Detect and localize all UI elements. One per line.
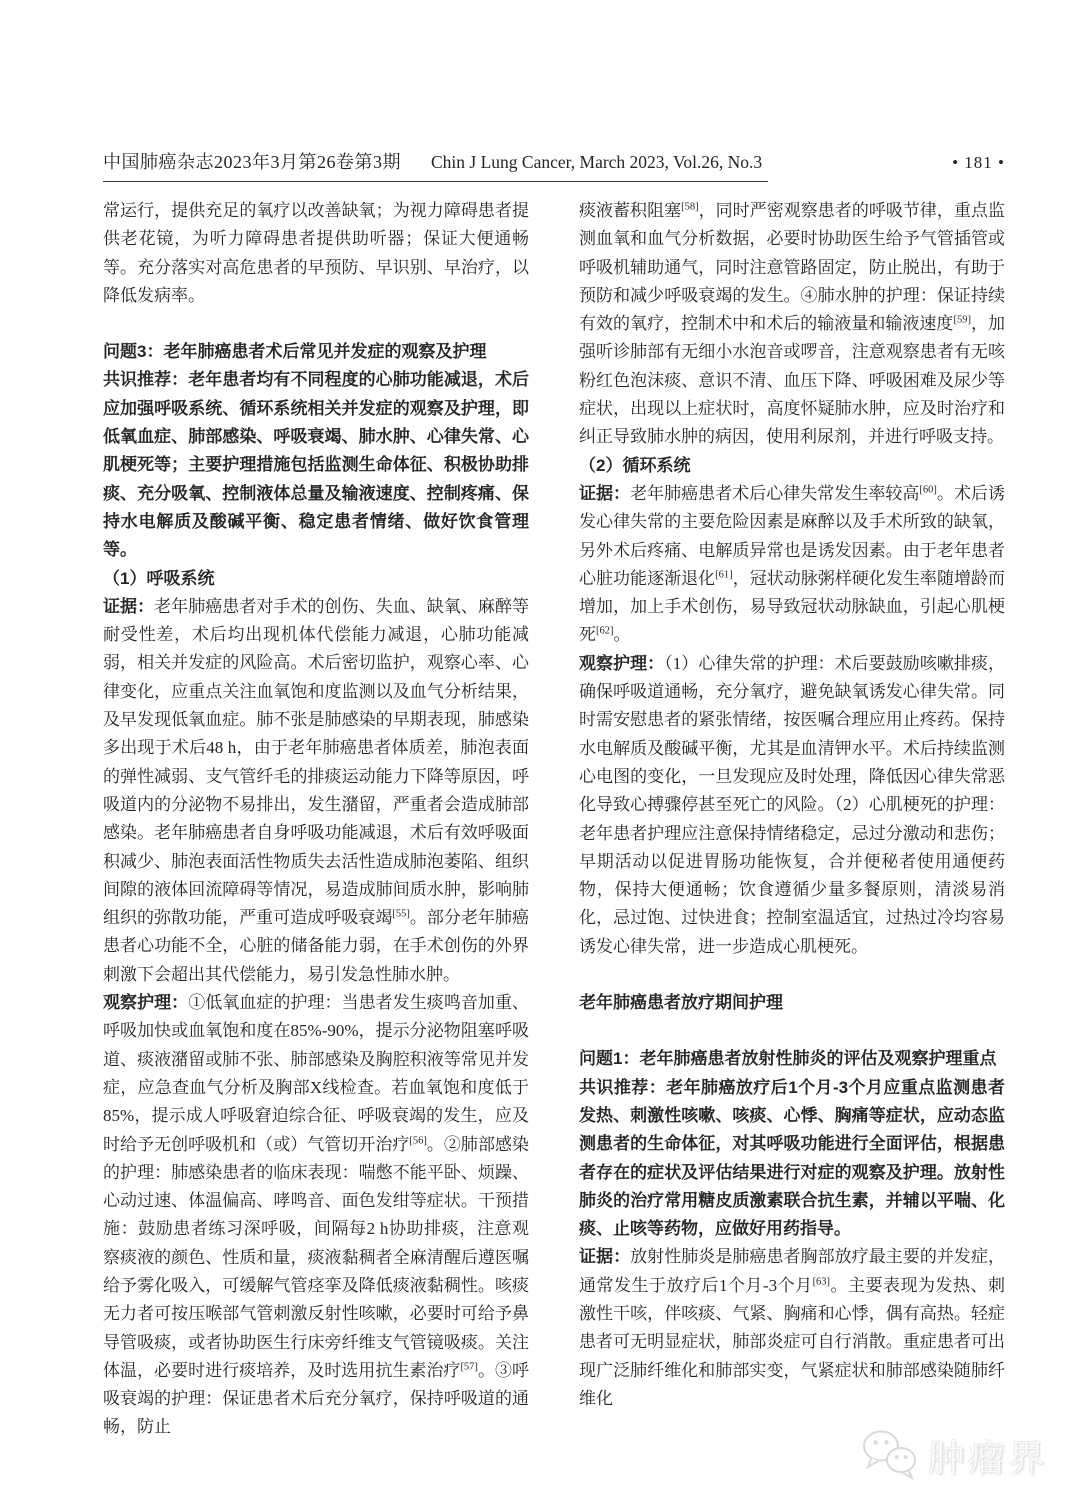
- page-number: • 181 •: [952, 153, 1005, 172]
- paragraph-text: ，冠状动脉粥样硬化发生率随增龄而增加，加上手术创伤，易导致冠状动脉缺血，引起心肌梗死: [579, 568, 1006, 645]
- consensus-recommendation: [103, 366, 529, 564]
- paragraph-text: 。③呼吸衰竭的护理：保证患者术后充分氧疗，保持呼吸道的通畅，防止: [103, 1360, 529, 1437]
- paragraph-label: 证据：: [579, 1247, 631, 1267]
- paragraph-text: 。主要表现为发热、刺激性干咳，伴咳痰、气紧、胸痛和心悸，偶有高热。轻症患者可无明显症状，肺部炎症可自行消散。重症患者可出现广泛肺纤维化和肺部实变，气紧症状和肺部感染随肺纤维化: [579, 1275, 1005, 1408]
- paragraph-label: （2）循环系统: [579, 455, 691, 475]
- observation-nursing-paragraph: [579, 650, 1005, 961]
- paragraph-text: ①低氧血症的护理：当患者发生痰鸣音加重、呼吸加快或血氧饱和度在85%-90%，提示分泌物阻塞呼吸道、痰液潴留或肺不张、肺部感染及胸腔积液等常见并发症，应急查血气分析及胸部X线检查。若血氧饱和度低于85%，提示成人呼吸窘迫综合征、呼吸衰竭的发生，应及时给予无创呼吸机和（或）气管切开治疗: [103, 993, 530, 1154]
- evidence-paragraph: [103, 593, 529, 989]
- paragraph-label: 证据：: [579, 483, 631, 503]
- two-column-body: [103, 197, 1005, 1442]
- paragraph-label: 观察护理：: [103, 993, 189, 1013]
- section-radiotherapy-nursing: [579, 989, 1005, 1017]
- paragraph-label: 共识推荐：老年肺癌放疗后1个月-3个月应重点监测患者发热、刺激性咳嗽、咳痰、心悸、胸痛等症状，应动态监测患者的生命体征，对其呼吸功能进行全面评估，根据患者存在的症状及评估结果进行对症的观察及护理。放射性肺炎的治疗常用糖皮质激素联合抗生素，并辅以平喘、化痰、止咳等药物，应做好用药指导。: [579, 1077, 1005, 1239]
- reference-superscript: [59]: [953, 314, 971, 326]
- paragraph-continuation: [103, 197, 529, 310]
- paragraph-text: 。②肺部感染的护理：肺感染患者的临床表现：喘憋不能平卧、烦躁、心动过速、体温偏高、哮鸣音、面色发绀等症状。干预措施：鼓励患者练习深呼吸，间隔每2 h协助排痰，注意观察痰液的颜色、性质和量，痰液黏稠者全麻清醒后遵医嘱给予雾化吸入，可缓解气管痉挛及降低痰液黏稠性。咳痰无力者可按压喉部气管刺激反射性咳嗽，必要时可给予鼻导管吸痰，或者协助医生行床旁纤维支气管镜吸痰。关注体温，必要时进行痰培养，及时选用抗生素治疗: [103, 1134, 529, 1380]
- subsection-circulatory-system: [579, 452, 1005, 480]
- journal-title-cn: 中国肺癌杂志2023年3月第26卷第3期: [103, 152, 401, 172]
- reference-superscript: [58]: [681, 201, 699, 213]
- paragraph-label: 共识推荐：老年患者均有不同程度的心肺功能减退，术后应加强呼吸系统、循环系统相关并发症的观察及护理，即低氧血症、肺部感染、呼吸衰竭、肺水肿、心律失常、心肌梗死等；主要护理措施包括监测生命体征、积极协助排痰、充分吸氧、控制液体总量及输液速度、控制疼痛、保持水电解质及酸碱平衡、稳定患者情绪、做好饮食管理等。: [103, 370, 529, 560]
- reference-superscript: [56]: [409, 1134, 427, 1146]
- reference-superscript: [61]: [715, 569, 733, 581]
- journal-title: [103, 148, 768, 182]
- reference-superscript: [62]: [596, 625, 614, 637]
- paragraph-text: ，同时严密观察患者的呼吸节律，重点监测血氧和血气分析数据，必要时协助医生给予气管插管或呼吸机辅助通气，同时注意管路固定，防止脱出，有助于预防和减少呼吸衰竭的发生。④肺水肿的护理：保证持续有效的氧疗，控制术中和术后的输液量和输液速度: [579, 201, 1005, 334]
- watermark-text: 肿瘤界: [928, 1438, 1048, 1479]
- paragraph-label: 观察护理：: [579, 653, 665, 673]
- paragraph-text: 。术后诱发心律失常的主要危险因素是麻醉以及手术所致的缺氧，另外术后疼痛、电解质异常也是诱发因素。由于老年患者心脏功能逐渐退化: [579, 483, 1006, 588]
- reference-superscript: [63]: [812, 1276, 831, 1288]
- reference-superscript: [57]: [460, 1361, 478, 1373]
- paragraph-label: 问题1：老年肺癌患者放射性肺炎的评估及观察护理重点: [579, 1049, 997, 1069]
- subsection-respiratory-system: [103, 565, 529, 593]
- question-3-heading: [103, 338, 529, 366]
- paragraph-text: （1）心律失常的护理：术后要鼓励咳嗽排痰，确保呼吸道通畅，充分氧疗，避免缺氧诱发心律失常。同时需安慰患者的紧张情绪，按医嘱合理应用止疼药。保持水电解质及酸碱平衡，尤其是血清钾水平。术后持续监测心电图的变化，一旦发现应及时处理，降低因心律失常恶化导致心搏骤停甚至死亡的风险。（2）心肌梗死的护理：老年患者护理应注意保持情绪稳定，忌过分激动和悲伤；早期活动以促进胃肠功能恢复，合并便秘者使用通便药物，保持大便通畅；饮食遵循少量多餐原则，清淡易消化，忌过饱、过快进食；控制室温适宜，过热过冷均容易诱发心律失常，进一步造成心肌梗死。: [579, 653, 1006, 956]
- paragraph-text: 常运行，提供充足的氧疗以改善缺氧；为视力障碍患者提供老花镜，为听力障碍患者提供助听器；保证大便通畅等。充分落实对高危患者的早预防、早识别、早治疗，以降低发病率。: [103, 201, 529, 305]
- paragraph-text: 。: [613, 625, 631, 645]
- evidence-paragraph: [579, 480, 1005, 650]
- paragraph-text: 放射性肺炎是肺癌患者胸部放疗最主要的并发症，通常发生于放疗后1个月-3个月: [579, 1247, 1005, 1295]
- paragraph-text: 。部分老年肺癌患者心功能不全，心脏的储备能力弱，在手术创伤的外界刺激下会超出其代偿能力，易引发急性肺水肿。: [103, 908, 530, 984]
- paragraph-label: 问题3：老年肺癌患者术后常见并发症的观察及护理: [103, 342, 487, 362]
- wechat-icon: [860, 1427, 922, 1483]
- paragraph-label: 证据：: [103, 596, 155, 616]
- paragraph-text: 老年肺癌患者对手术的创伤、失血、缺氧、麻醉等耐受性差，术后均出现机体代偿能力减退，心肺功能减弱，相关并发症的风险高。术后密切监护，观察心率、心律变化，应重点关注血氧饱和度监测以及血气分析结果，及早发现低氧血症。肺不张是肺感染的早期表现，肺感染多出现于术后48 h，由于老年肺癌患者体质差，肺泡表面的弹性减弱、支气管纤毛的排痰运动能力下降等原因，呼吸道内的分泌物不易排出，发生潴留，严重者会造成肺部感染。老年肺癌患者自身呼吸功能减退，术后有效呼吸面积减少、肺泡表面活性物质失去活性造成肺泡萎陷、组织间隙的液体回流障碍等情况，易造成肺间质水肿，影响肺组织的弥散功能，严重可造成呼吸衰竭: [103, 596, 529, 928]
- reference-superscript: [60]: [919, 484, 937, 496]
- paragraph-text: ，加强听诊肺部有无细小水泡音或啰音，注意观察患者有无咳粉红色泡沫痰、意识不清、血压下降、呼吸困难及尿少等症状，出现以上症状时，高度怀疑肺水肿，应及时治疗和纠正导致肺水肿的病因，使用利尿剂，并进行呼吸支持。: [579, 314, 1006, 447]
- reference-superscript: [55]: [392, 908, 410, 920]
- consensus-recommendation: [579, 1074, 1005, 1244]
- watermark: [860, 1427, 1048, 1483]
- page-header: [103, 148, 1005, 182]
- paragraph-continuation: [579, 197, 1005, 452]
- evidence-paragraph: [579, 1243, 1005, 1413]
- paragraph-text: 老年肺癌患者术后心律失常发生率较高: [630, 483, 920, 503]
- paragraph-label: 老年肺癌患者放疗期间护理: [579, 993, 783, 1013]
- right-column: [579, 197, 1005, 1442]
- observation-nursing-paragraph: [103, 989, 529, 1442]
- paragraph-text: 痰液蓄积阻塞: [579, 201, 682, 220]
- question-1-heading: [579, 1045, 1005, 1073]
- paragraph-label: （1）呼吸系统: [103, 568, 215, 588]
- left-column: [103, 197, 529, 1442]
- journal-title-en: Chin J Lung Cancer, March 2023, Vol.26, No.3: [431, 152, 763, 172]
